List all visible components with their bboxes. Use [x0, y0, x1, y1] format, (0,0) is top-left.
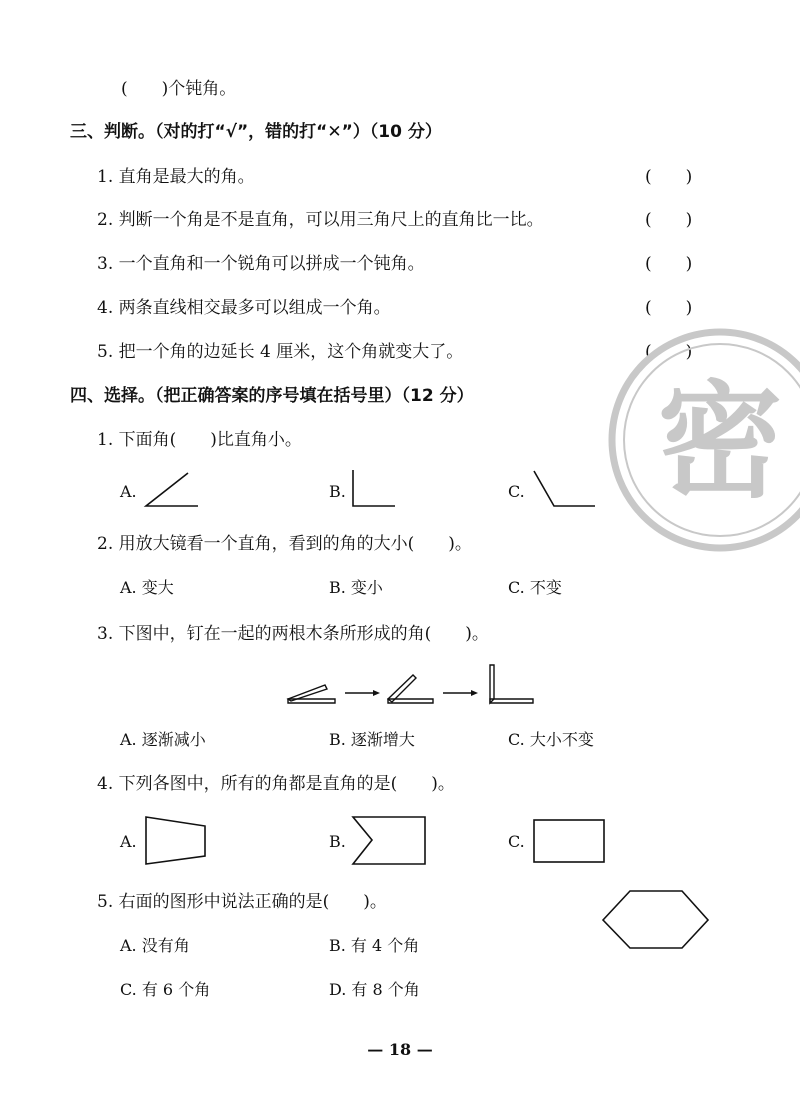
choice-question-4: 4. 下列各图中，所有的角都是直角的是( )。: [97, 774, 455, 794]
obtuse-angle-figure: [531, 468, 601, 510]
q3-option-c[interactable]: C. 大小不变: [508, 730, 594, 749]
q4-option-c-label[interactable]: C.: [508, 832, 525, 851]
notched-pentagon-figure: [350, 814, 430, 868]
q3-option-b[interactable]: B. 逐渐增大: [329, 730, 415, 749]
judgement-answer-5[interactable]: ( ): [645, 342, 693, 362]
trapezoid-figure: [143, 814, 213, 868]
seal-character: 密: [657, 370, 783, 515]
section3-title: 三、判断。（对的打“√”，错的打“✕”）（10 分）: [70, 122, 442, 142]
q2-option-b[interactable]: B. 变小: [329, 578, 383, 597]
q5-option-a[interactable]: A. 没有角: [120, 936, 190, 955]
judgement-answer-1[interactable]: ( ): [645, 167, 693, 187]
q5-option-d[interactable]: D. 有 8 个角: [329, 980, 420, 999]
rectangle-figure: [532, 818, 608, 866]
section4-title: 四、选择。（把正确答案的序号填在括号里）（12 分）: [70, 386, 474, 406]
q1-option-b-label[interactable]: B.: [329, 482, 346, 501]
secret-seal-watermark: [600, 320, 800, 560]
judgement-answer-2[interactable]: ( ): [645, 210, 693, 230]
q4-option-b-label[interactable]: B.: [329, 832, 346, 851]
q1-option-a-label[interactable]: A.: [120, 482, 137, 501]
acute-angle-figure: [143, 470, 203, 510]
q4-option-a-label[interactable]: A.: [120, 832, 137, 851]
hexagon-figure: [600, 888, 712, 952]
judgement-item-5: 5. 把一个角的边延长 4 厘米，这个角就变大了。: [97, 342, 464, 362]
carryover-line: ( )个钝角。: [121, 79, 237, 99]
choice-question-1: 1. 下面角( )比直角小。: [97, 430, 302, 450]
judgement-answer-4[interactable]: ( ): [645, 298, 693, 318]
choice-question-2: 2. 用放大镜看一个直角，看到的角的大小( )。: [97, 534, 472, 554]
q2-option-a[interactable]: A. 变大: [120, 578, 174, 597]
choice-question-5: 5. 右面的图形中说法正确的是( )。: [97, 892, 387, 912]
q1-option-c-label[interactable]: C.: [508, 482, 525, 501]
judgement-item-3: 3. 一个直角和一个锐角可以拼成一个钝角。: [97, 254, 425, 274]
right-angle-figure: [350, 468, 400, 510]
q3-option-a[interactable]: A. 逐渐减小: [120, 730, 206, 749]
judgement-item-1: 1. 直角是最大的角。: [97, 167, 255, 187]
q5-option-b[interactable]: B. 有 4 个角: [329, 936, 420, 955]
page-number: — 18 —: [367, 1040, 433, 1059]
q5-option-c[interactable]: C. 有 6 个角: [120, 980, 211, 999]
wooden-strips-sequence-figure: [285, 663, 545, 713]
judgement-item-4: 4. 两条直线相交最多可以组成一个角。: [97, 298, 391, 318]
judgement-answer-3[interactable]: ( ): [645, 254, 693, 274]
choice-question-3: 3. 下图中，钉在一起的两根木条所形成的角( )。: [97, 624, 489, 644]
q2-option-c[interactable]: C. 不变: [508, 578, 562, 597]
judgement-item-2: 2. 判断一个角是不是直角，可以用三角尺上的直角比一比。: [97, 210, 544, 230]
